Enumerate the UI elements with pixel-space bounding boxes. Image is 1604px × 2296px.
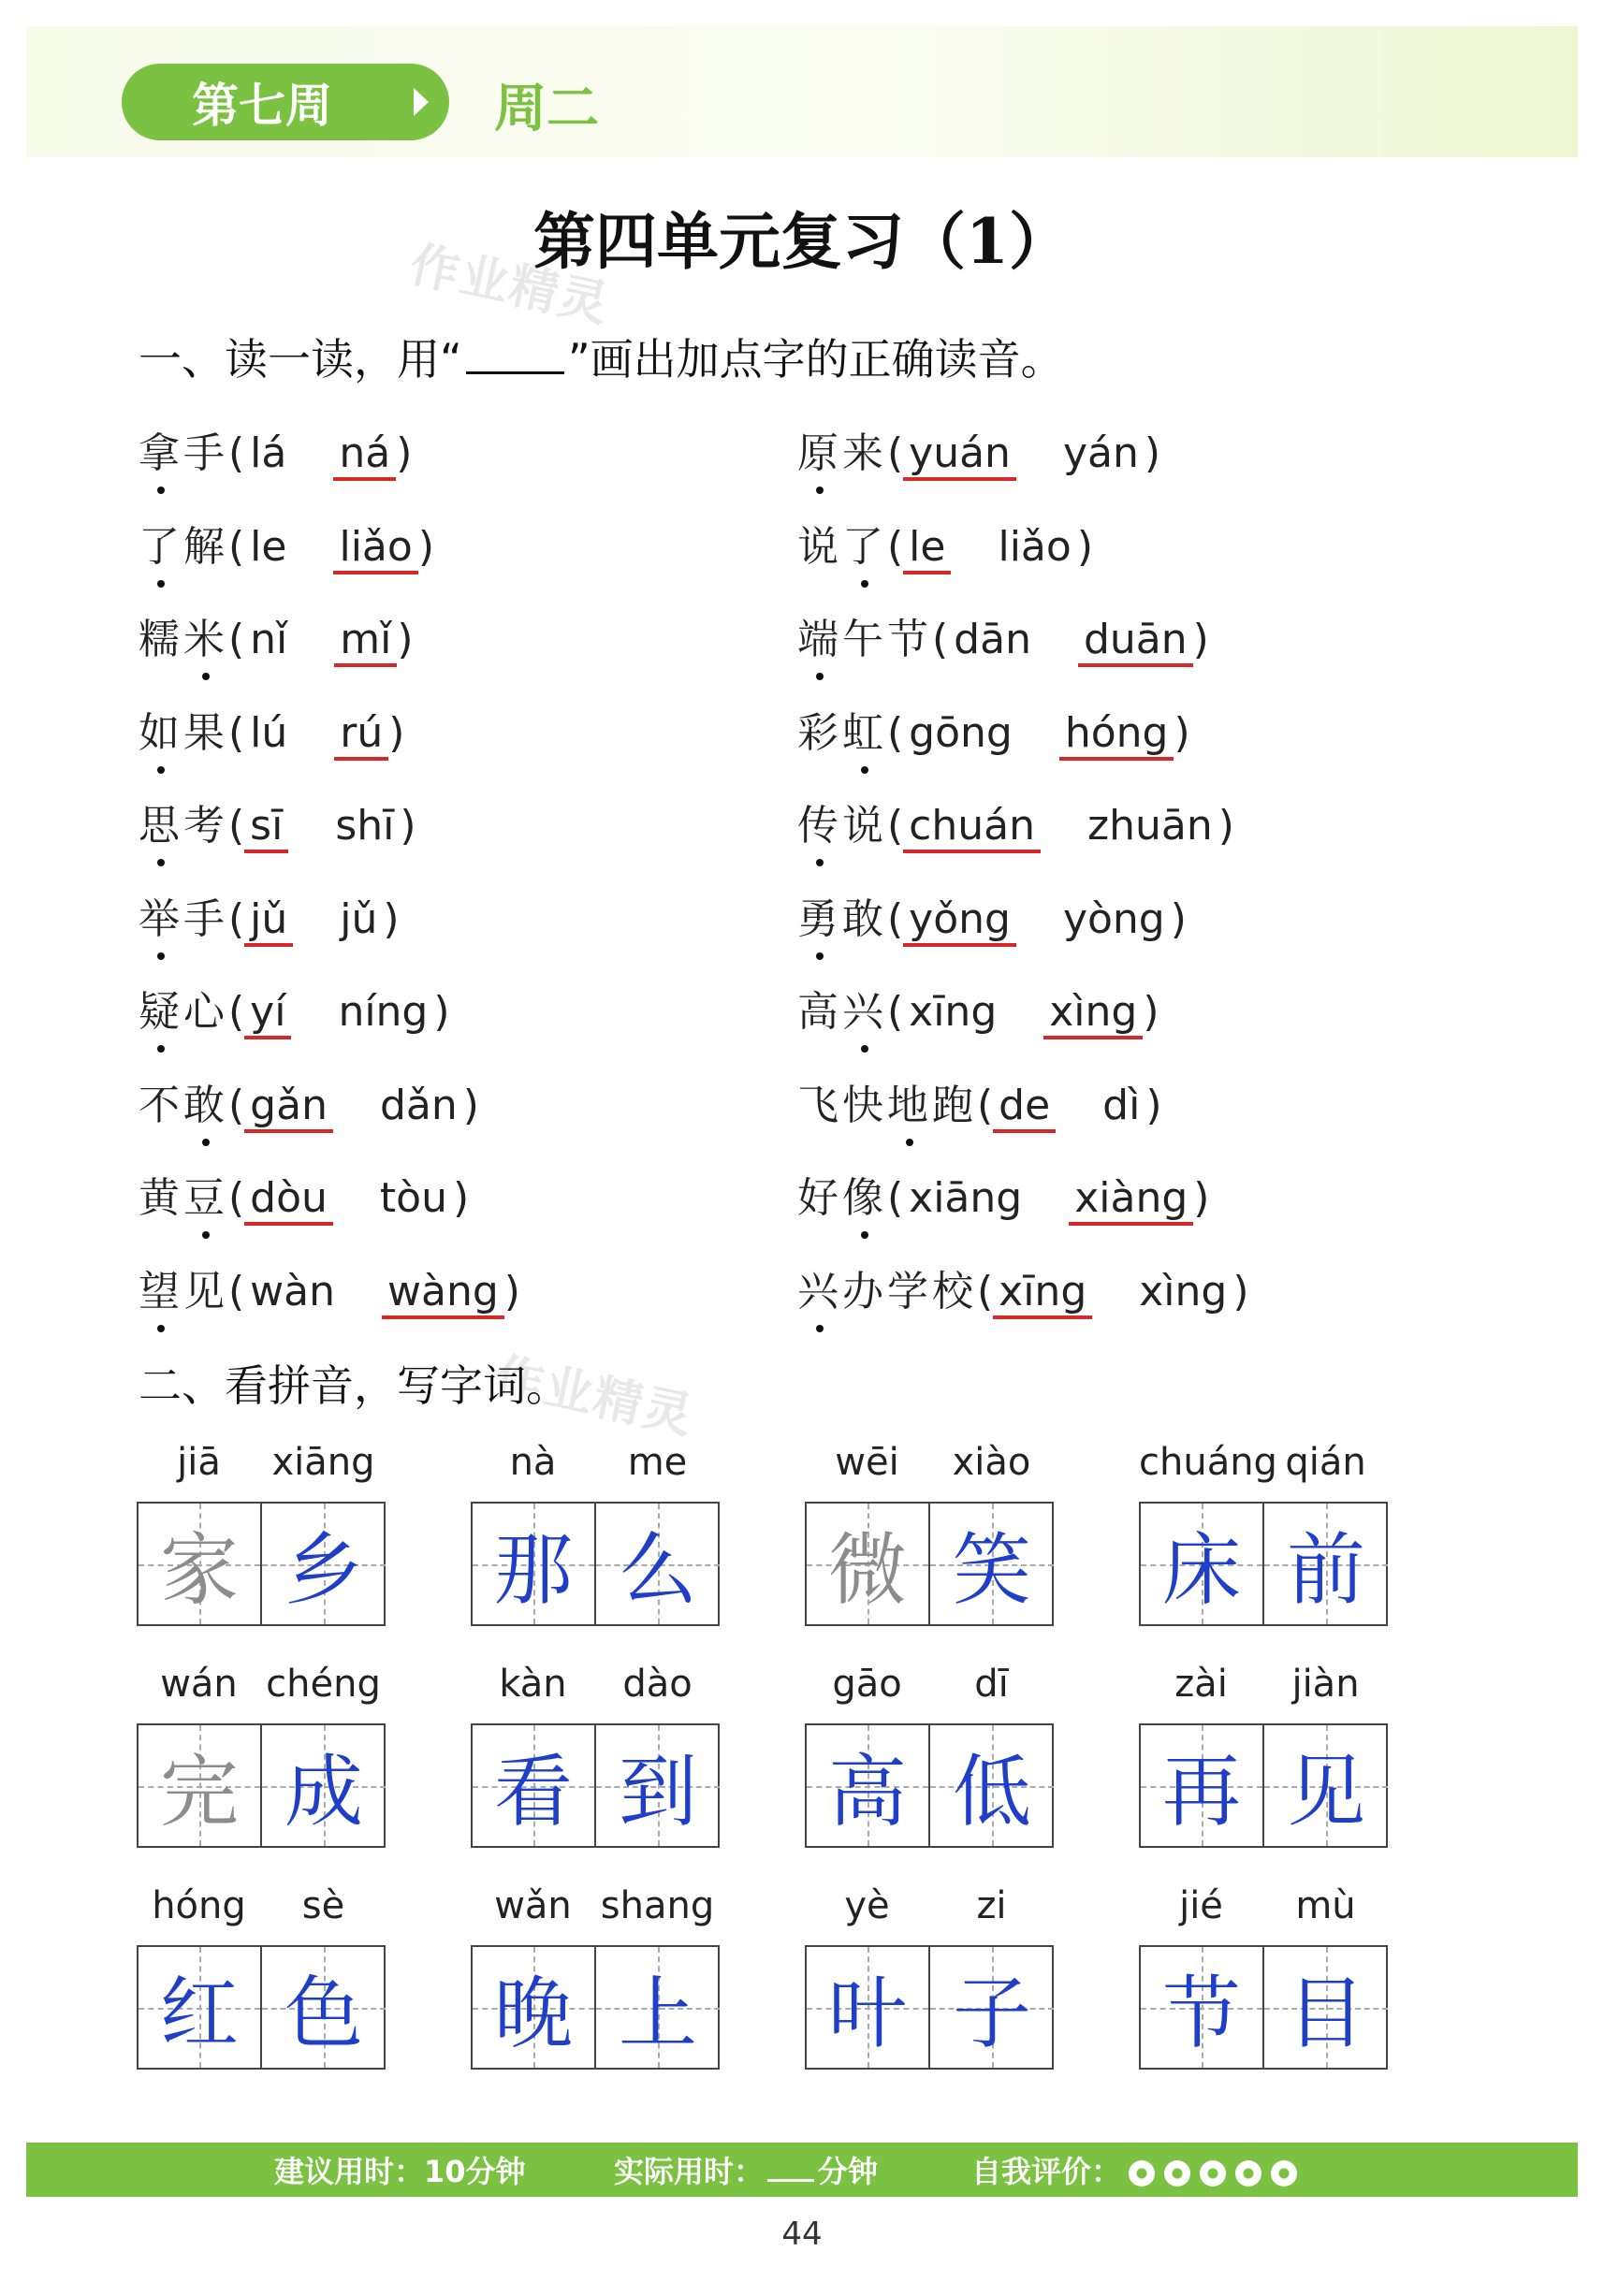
pronunciation-item bbox=[797, 419, 1160, 479]
character: 学 bbox=[887, 1267, 932, 1315]
word bbox=[139, 605, 228, 665]
writing-box[interactable] bbox=[471, 1502, 720, 1626]
dotted-character: 举 bbox=[139, 885, 183, 945]
writing-box[interactable] bbox=[137, 1502, 386, 1626]
grid-cell[interactable] bbox=[1141, 1947, 1264, 2068]
paren-open: ( bbox=[887, 894, 904, 943]
paren-close: ) bbox=[503, 1267, 520, 1315]
character: 彩 bbox=[797, 708, 842, 757]
pronunciation-item bbox=[797, 605, 1209, 665]
vocab-pinyin: wēi bbox=[835, 1441, 899, 1484]
dotted-character: 勇 bbox=[797, 885, 842, 945]
writing-box[interactable] bbox=[471, 1945, 720, 2070]
vocab-pinyin: wǎn bbox=[494, 1884, 572, 1927]
pronunciation-item bbox=[139, 699, 404, 759]
vocab-pinyin: gāo bbox=[832, 1663, 902, 1706]
paren-close: ) bbox=[397, 616, 414, 663]
grid-cell[interactable] bbox=[596, 1725, 720, 1846]
dotted-character: 米 bbox=[183, 605, 228, 665]
paren-open: ( bbox=[228, 1267, 245, 1315]
word bbox=[139, 792, 228, 851]
vocab-pinyin: zài bbox=[1174, 1663, 1228, 1706]
handwritten-character: 乡 bbox=[284, 1524, 363, 1616]
pinyin-option-correct[interactable]: ná bbox=[333, 429, 396, 481]
vocab-word bbox=[1139, 1441, 1388, 1647]
pronunciation-item bbox=[797, 699, 1190, 759]
character: 说 bbox=[797, 522, 842, 571]
vocab-word bbox=[805, 1884, 1054, 2090]
vocab-word bbox=[471, 1441, 720, 1647]
dotted-character: 思 bbox=[139, 792, 183, 851]
word bbox=[139, 1164, 228, 1224]
paren-open: ( bbox=[977, 1267, 994, 1315]
grid-cell[interactable] bbox=[930, 1504, 1054, 1624]
pronunciation-item bbox=[797, 1164, 1209, 1224]
week-label: 第七周 bbox=[192, 79, 332, 133]
handwritten-character: 床 bbox=[1161, 1524, 1241, 1616]
character: 午 bbox=[842, 616, 887, 663]
vocab-word bbox=[805, 1663, 1054, 1868]
pronunciation-item bbox=[797, 1257, 1249, 1317]
writing-box[interactable] bbox=[137, 1945, 386, 2070]
grid-cell[interactable] bbox=[262, 1725, 386, 1846]
word bbox=[797, 513, 887, 573]
vocab-word bbox=[805, 1441, 1054, 1647]
dotted-character: 拿 bbox=[139, 419, 183, 479]
pinyin-option[interactable]: lú bbox=[250, 708, 288, 757]
handwritten-character: 到 bbox=[618, 1746, 697, 1838]
character: 考 bbox=[183, 802, 228, 850]
pronunciation-item bbox=[797, 978, 1159, 1038]
grid-cell[interactable] bbox=[1141, 1504, 1264, 1624]
pinyin-option-correct[interactable]: jǔ bbox=[244, 895, 293, 947]
pronunciation-item bbox=[139, 1164, 469, 1224]
word bbox=[139, 513, 228, 573]
grid-cell[interactable] bbox=[1264, 1947, 1388, 2068]
vocab-word bbox=[137, 1663, 386, 1868]
pinyin-option[interactable]: xīng bbox=[909, 988, 998, 1036]
page-number: 44 bbox=[781, 2216, 823, 2253]
character: 校 bbox=[932, 1267, 977, 1315]
character: 快 bbox=[842, 1081, 887, 1129]
vocab-pinyin: kàn bbox=[499, 1663, 567, 1706]
handwritten-character: 色 bbox=[284, 1968, 363, 2059]
pinyin-option[interactable]: wàn bbox=[250, 1267, 336, 1315]
vocab-word bbox=[1139, 1884, 1388, 2090]
character: 糯 bbox=[139, 616, 183, 663]
paren-open: ( bbox=[887, 988, 904, 1036]
dotted-character: 望 bbox=[139, 1257, 183, 1317]
section1-heading-before: 一、读一读，用“ bbox=[139, 334, 462, 385]
paren-open: ( bbox=[977, 1081, 994, 1129]
pinyin-option[interactable]: dì bbox=[1102, 1081, 1141, 1129]
paren-open: ( bbox=[228, 522, 245, 571]
pinyin-option[interactable]: dǎn bbox=[379, 1081, 458, 1129]
word bbox=[797, 1164, 887, 1224]
word bbox=[797, 605, 932, 665]
pinyin-option-correct[interactable]: le bbox=[903, 523, 951, 574]
paren-close: ) bbox=[396, 429, 413, 477]
dotted-character: 虹 bbox=[842, 699, 887, 759]
grid-cell[interactable] bbox=[262, 1504, 386, 1624]
self-evaluation bbox=[971, 2148, 1299, 2191]
paren-close: ) bbox=[452, 1174, 470, 1222]
grid-cell[interactable] bbox=[473, 1725, 596, 1846]
character: 果 bbox=[183, 708, 228, 757]
flower-rating[interactable] bbox=[1121, 2154, 1299, 2189]
writing-box[interactable] bbox=[805, 1945, 1054, 2070]
grid-cell[interactable] bbox=[596, 1504, 720, 1624]
arrow-right-icon bbox=[414, 88, 429, 116]
pronunciation-item bbox=[139, 605, 414, 665]
paren-close: ) bbox=[388, 708, 405, 757]
character: 来 bbox=[842, 429, 887, 477]
pinyin-option-correct[interactable]: hóng bbox=[1059, 709, 1174, 761]
paren-open: ( bbox=[932, 616, 949, 663]
dotted-character: 传 bbox=[797, 792, 842, 851]
grid-cell[interactable] bbox=[473, 1504, 596, 1624]
paren-open: ( bbox=[887, 429, 904, 477]
handwritten-character: 节 bbox=[1161, 1968, 1241, 2059]
pinyin-option[interactable]: xiāng bbox=[909, 1174, 1023, 1222]
dotted-character: 兴 bbox=[842, 978, 887, 1038]
vocab-pinyin: wán bbox=[160, 1663, 238, 1706]
paren-open: ( bbox=[887, 802, 904, 850]
word bbox=[797, 885, 887, 945]
pinyin-option[interactable]: gōng bbox=[909, 708, 1013, 757]
pinyin-option[interactable]: nǐ bbox=[250, 616, 288, 663]
paren-open: ( bbox=[228, 708, 245, 757]
pinyin-option-correct[interactable]: wàng bbox=[382, 1268, 504, 1319]
dotted-character: 豆 bbox=[183, 1164, 228, 1224]
word bbox=[797, 699, 887, 759]
paren-open: ( bbox=[228, 429, 245, 477]
dotted-character: 了 bbox=[842, 513, 887, 573]
grid-cell[interactable] bbox=[930, 1947, 1054, 2068]
character: 飞 bbox=[797, 1081, 842, 1129]
grid-cell[interactable] bbox=[139, 1725, 262, 1846]
paren-open: ( bbox=[228, 802, 245, 850]
vocab-pinyin: me bbox=[627, 1441, 688, 1484]
paren-open: ( bbox=[887, 522, 904, 571]
grid-cell[interactable] bbox=[473, 1947, 596, 2068]
underline-blank bbox=[466, 362, 564, 374]
word bbox=[139, 699, 228, 759]
pronunciation-item bbox=[139, 419, 412, 479]
vocab-pinyin: nà bbox=[509, 1441, 557, 1484]
paren-close: ) bbox=[400, 802, 416, 850]
pinyin-option-correct[interactable]: xiàng bbox=[1069, 1174, 1193, 1226]
pinyin-option-correct[interactable]: rú bbox=[334, 709, 388, 761]
footer-bar bbox=[26, 2143, 1578, 2197]
vocab-pinyin: sè bbox=[301, 1884, 345, 1927]
writing-box[interactable] bbox=[1139, 1945, 1388, 2070]
character: 手 bbox=[183, 429, 228, 477]
pinyin-option-correct[interactable]: gǎn bbox=[244, 1082, 333, 1133]
vocab-pinyin: shang bbox=[600, 1884, 715, 1927]
vocab-pinyin: chuáng bbox=[1139, 1441, 1277, 1484]
handwritten-character: 前 bbox=[1286, 1524, 1365, 1616]
vocab-word bbox=[137, 1884, 386, 2090]
handwritten-character: 那 bbox=[493, 1524, 573, 1616]
dotted-character: 地 bbox=[887, 1071, 932, 1131]
day-label: 周二 bbox=[494, 79, 599, 139]
handwritten-character: 低 bbox=[952, 1746, 1031, 1838]
paren-close: ) bbox=[462, 1081, 479, 1129]
handwritten-character: 见 bbox=[1286, 1746, 1365, 1838]
vocab-pinyin: zi bbox=[976, 1884, 1007, 1927]
pinyin-option[interactable]: tòu bbox=[379, 1174, 447, 1222]
vocab-pinyin: jié bbox=[1179, 1884, 1223, 1927]
grid-cell[interactable] bbox=[1264, 1725, 1388, 1846]
vocab-word bbox=[471, 1663, 720, 1868]
paren-close: ) bbox=[1144, 429, 1161, 477]
pinyin-option[interactable]: xìng bbox=[1139, 1267, 1228, 1315]
section1-heading bbox=[139, 326, 1064, 387]
pronunciation-item bbox=[139, 513, 434, 573]
word bbox=[139, 419, 228, 479]
actual-time-label: 实际用时： bbox=[614, 2154, 765, 2189]
vocab-word bbox=[1139, 1663, 1388, 1868]
pinyin-option[interactable]: níng bbox=[338, 988, 429, 1036]
writing-box[interactable] bbox=[805, 1723, 1054, 1848]
writing-box[interactable] bbox=[1139, 1723, 1388, 1848]
pronunciation-item bbox=[139, 885, 400, 945]
pinyin-option-correct[interactable]: chuán bbox=[903, 802, 1041, 853]
character: 跑 bbox=[932, 1081, 977, 1129]
pinyin-option[interactable]: jǔ bbox=[340, 894, 378, 943]
vocab-pinyin: jiā bbox=[177, 1441, 221, 1484]
word bbox=[139, 978, 228, 1038]
handwritten-character: 上 bbox=[618, 1968, 697, 2059]
character: 节 bbox=[887, 616, 932, 663]
character: 手 bbox=[183, 894, 228, 943]
word bbox=[139, 885, 228, 945]
word bbox=[797, 792, 887, 851]
word bbox=[139, 1071, 228, 1131]
pinyin-option[interactable]: le bbox=[250, 522, 287, 571]
dotted-character: 了 bbox=[139, 513, 183, 573]
pronunciation-item bbox=[797, 792, 1234, 851]
character: 解 bbox=[183, 522, 228, 571]
paren-close: ) bbox=[1143, 988, 1159, 1036]
flower-icon[interactable] bbox=[1162, 2158, 1192, 2188]
vocab-pinyin: dī bbox=[974, 1663, 1009, 1706]
handwritten-character: 叶 bbox=[827, 1968, 907, 2059]
pronunciation-item bbox=[797, 513, 1093, 573]
pronunciation-item bbox=[139, 1257, 520, 1317]
paren-close: ) bbox=[1076, 522, 1093, 571]
vocab-word bbox=[137, 1441, 386, 1647]
writing-box[interactable] bbox=[137, 1723, 386, 1848]
actual-time-unit: 分钟 bbox=[818, 2154, 879, 2189]
page-title: 第四单元复习（1） bbox=[533, 205, 1071, 278]
word bbox=[139, 1257, 228, 1317]
flower-icon[interactable] bbox=[1198, 2158, 1228, 2188]
pinyin-option-correct[interactable]: yí bbox=[244, 988, 291, 1039]
dotted-character: 疑 bbox=[139, 978, 183, 1038]
character: 不 bbox=[139, 1081, 183, 1129]
dotted-character: 如 bbox=[139, 699, 183, 759]
flower-icon[interactable] bbox=[1233, 2158, 1263, 2188]
paren-close: ) bbox=[1192, 616, 1209, 663]
self-eval-label: 自我评价： bbox=[971, 2154, 1122, 2189]
grid-cell[interactable] bbox=[262, 1947, 386, 2068]
vocab-pinyin: xiào bbox=[952, 1441, 1031, 1484]
handwritten-character: 再 bbox=[1161, 1746, 1241, 1838]
paren-close: ) bbox=[1232, 1267, 1249, 1315]
printed-character: 微 bbox=[827, 1524, 907, 1616]
handwritten-character: 晚 bbox=[493, 1968, 573, 2059]
vocab-pinyin: yè bbox=[844, 1884, 890, 1927]
character: 敢 bbox=[842, 894, 887, 943]
word bbox=[797, 419, 887, 479]
vocab-pinyin: xiāng bbox=[271, 1441, 375, 1484]
vocab-word bbox=[471, 1884, 720, 2090]
paren-close: ) bbox=[417, 522, 434, 571]
character: 说 bbox=[842, 802, 887, 850]
watermark: 作业精灵 bbox=[488, 1348, 699, 1446]
actual-time bbox=[614, 2148, 878, 2191]
paren-close: ) bbox=[1218, 802, 1234, 850]
character: 心 bbox=[183, 988, 228, 1036]
vocab-pinyin: dào bbox=[622, 1663, 693, 1706]
watermark: 作业精灵 bbox=[404, 237, 615, 334]
paren-open: ( bbox=[228, 894, 245, 943]
dotted-character: 端 bbox=[797, 605, 842, 665]
writing-box[interactable] bbox=[471, 1723, 720, 1848]
writing-box[interactable] bbox=[805, 1502, 1054, 1626]
grid-cell[interactable] bbox=[596, 1947, 720, 2068]
printed-character: 完 bbox=[159, 1746, 239, 1838]
pinyin-option[interactable]: yòng bbox=[1062, 894, 1165, 943]
paren-open: ( bbox=[887, 708, 904, 757]
word bbox=[797, 1071, 977, 1131]
pronunciation-item bbox=[797, 885, 1187, 945]
paren-open: ( bbox=[887, 1174, 904, 1222]
paren-open: ( bbox=[228, 616, 245, 663]
dotted-character: 兴 bbox=[797, 1257, 842, 1317]
pinyin-option-correct[interactable]: mǐ bbox=[334, 616, 397, 667]
pinyin-option-correct[interactable]: xīng bbox=[993, 1268, 1092, 1319]
vocab-pinyin: chéng bbox=[266, 1663, 381, 1706]
grid-cell[interactable] bbox=[807, 1947, 930, 2068]
handwritten-character: 子 bbox=[952, 1968, 1031, 2059]
pinyin-option[interactable]: yán bbox=[1062, 429, 1139, 477]
pinyin-option[interactable]: liǎo bbox=[998, 522, 1072, 571]
word bbox=[797, 1257, 977, 1317]
vocab-pinyin: jiàn bbox=[1291, 1663, 1360, 1706]
dotted-character: 敢 bbox=[183, 1071, 228, 1131]
paren-close: ) bbox=[1174, 708, 1190, 757]
pinyin-option-correct[interactable]: sī bbox=[244, 802, 288, 853]
handwritten-character: 看 bbox=[493, 1746, 573, 1838]
pronunciation-item bbox=[139, 978, 450, 1038]
vocab-pinyin: mù bbox=[1295, 1884, 1356, 1927]
handwritten-character: 高 bbox=[827, 1746, 907, 1838]
pinyin-option[interactable]: zhuān bbox=[1087, 802, 1213, 850]
grid-cell[interactable] bbox=[930, 1725, 1054, 1846]
character: 见 bbox=[183, 1267, 228, 1315]
pinyin-option-correct[interactable]: yuán bbox=[903, 429, 1016, 481]
writing-box[interactable] bbox=[1139, 1502, 1388, 1626]
pinyin-option[interactable]: dān bbox=[954, 616, 1031, 663]
actual-time-blank[interactable] bbox=[767, 2162, 814, 2182]
pinyin-option-correct[interactable]: de bbox=[993, 1082, 1056, 1133]
pronunciation-item bbox=[139, 792, 416, 851]
vocab-pinyin: qián bbox=[1285, 1441, 1366, 1484]
vocab-pinyin: hóng bbox=[152, 1884, 246, 1927]
grid-cell[interactable] bbox=[807, 1725, 930, 1846]
paren-close: ) bbox=[383, 894, 400, 943]
grid-cell[interactable] bbox=[1141, 1725, 1264, 1846]
character: 高 bbox=[797, 988, 842, 1036]
section1-heading-after: ”画出加点字的正确读音。 bbox=[567, 334, 1064, 385]
word bbox=[797, 978, 887, 1038]
character: 黄 bbox=[139, 1174, 183, 1222]
grid-cell[interactable] bbox=[1264, 1504, 1388, 1624]
grid-cell[interactable] bbox=[139, 1504, 262, 1624]
flower-icon[interactable] bbox=[1269, 2158, 1299, 2188]
pronunciation-item bbox=[139, 1071, 479, 1131]
pinyin-option-correct[interactable]: liǎo bbox=[333, 523, 417, 574]
handwritten-character: 么 bbox=[618, 1524, 697, 1616]
printed-character: 家 bbox=[159, 1524, 239, 1616]
pinyin-option[interactable]: lá bbox=[250, 429, 287, 477]
flower-icon[interactable] bbox=[1127, 2158, 1157, 2188]
paren-close: ) bbox=[1170, 894, 1187, 943]
paren-open: ( bbox=[228, 988, 245, 1036]
handwritten-character: 目 bbox=[1286, 1968, 1365, 2059]
paren-open: ( bbox=[228, 1174, 245, 1222]
dotted-character: 像 bbox=[842, 1164, 887, 1224]
section2-heading: 二、看拼音，写字词。 bbox=[139, 1360, 569, 1411]
paren-open: ( bbox=[228, 1081, 245, 1129]
grid-cell[interactable] bbox=[139, 1947, 262, 2068]
pinyin-option-correct[interactable]: xìng bbox=[1043, 988, 1143, 1039]
handwritten-character: 成 bbox=[284, 1746, 363, 1838]
character: 好 bbox=[797, 1174, 842, 1222]
grid-cell[interactable] bbox=[807, 1504, 930, 1624]
paren-close: ) bbox=[1193, 1174, 1210, 1222]
pronunciation-item bbox=[797, 1071, 1162, 1131]
pinyin-option-correct[interactable]: yǒng bbox=[903, 895, 1016, 947]
pinyin-option[interactable]: shī bbox=[335, 802, 395, 850]
character: 办 bbox=[842, 1267, 887, 1315]
pinyin-option-correct[interactable]: dòu bbox=[244, 1174, 333, 1226]
dotted-character: 原 bbox=[797, 419, 842, 479]
pinyin-option-correct[interactable]: duān bbox=[1078, 616, 1193, 667]
handwritten-character: 笑 bbox=[952, 1524, 1031, 1616]
paren-close: ) bbox=[1145, 1081, 1162, 1129]
paren-close: ) bbox=[433, 988, 450, 1036]
handwritten-character: 红 bbox=[159, 1968, 239, 2059]
suggested-time: 建议用时：10分钟 bbox=[274, 2154, 526, 2189]
week-badge bbox=[122, 64, 449, 140]
